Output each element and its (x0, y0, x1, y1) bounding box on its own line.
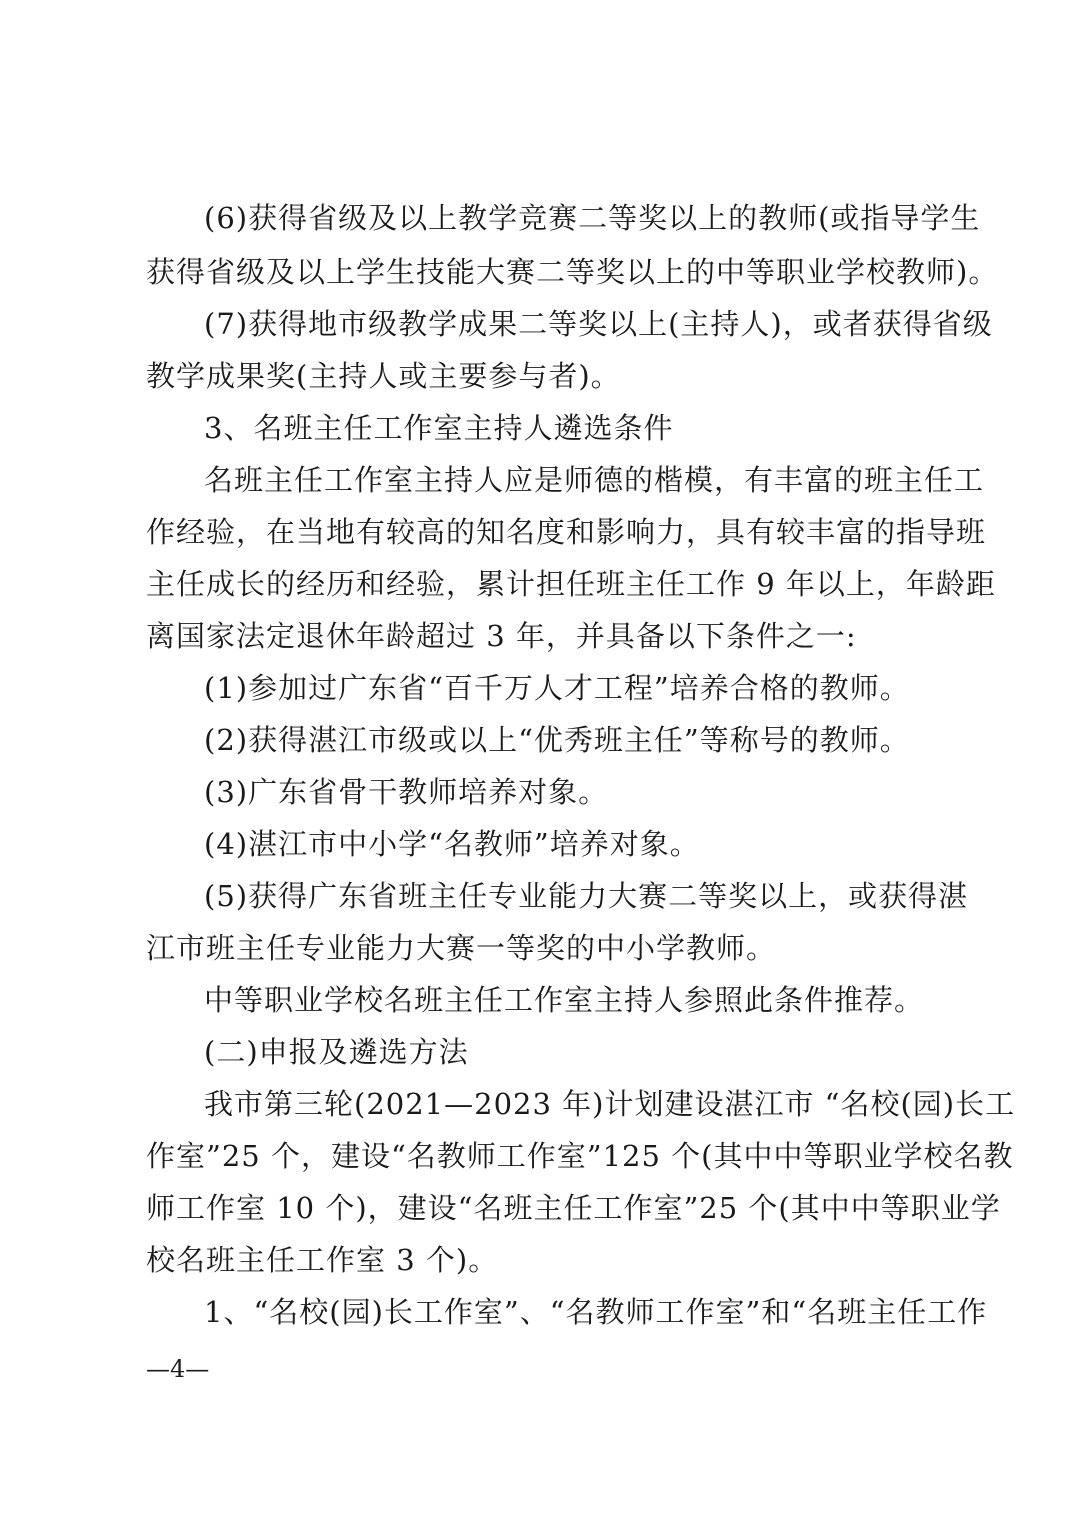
list-item: (5)获得广东省班主任专业能力大赛二等奖以上，或获得湛 (204, 879, 969, 913)
list-item: (1)参加过广东省“百千万人才工程”培养合格的教师。 (204, 671, 910, 705)
text-line: 作室”25 个，建设“名教师工作室”125 个(其中中等职业学校名教 (146, 1139, 1014, 1173)
page-number: —4— (146, 1355, 210, 1383)
text-line: 作经验，在当地有较高的知名度和影响力，具有较丰富的指导班 (146, 515, 987, 549)
text-line: 主任成长的经历和经验，累计担任班主任工作 9 年以上，年龄距 (146, 567, 996, 601)
section-heading: 3、名班主任工作室主持人遴选条件 (204, 411, 674, 445)
text-line: 江市班主任专业能力大赛一等奖的中小学教师。 (146, 931, 777, 965)
text-line: 1、“名校(园)长工作室”、“名教师工作室”和“名班主任工作 (204, 1295, 988, 1329)
section-heading: (二)申报及遴选方法 (204, 1035, 469, 1069)
text-line: (7)获得地市级教学成果二等奖以上(主持人)，或者获得省级 (204, 307, 993, 341)
text-line: 离国家法定退休年龄超过 3 年，并具备以下条件之一: (146, 619, 857, 653)
text-line: 我市第三轮(2021—2023 年)计划建设湛江市 “名校(园)长工 (204, 1087, 1016, 1121)
text-line: 教学成果奖(主持人或主要参与者)。 (146, 359, 621, 393)
text-line: (6)获得省级及以上教学竞赛二等奖以上的教师(或指导学生 (204, 201, 981, 235)
text-line: 中等职业学校名班主任工作室主持人参照此条件推荐。 (204, 983, 925, 1017)
list-item: (4)湛江市中小学“名教师”培养对象。 (204, 827, 700, 861)
text-line: 校名班主任工作室 3 个)。 (146, 1243, 499, 1277)
list-item: (2)获得湛江市级或以上“优秀班主任”等称号的教师。 (204, 723, 910, 757)
text-line: 名班主任工作室主持人应是师德的楷模，有丰富的班主任工 (204, 463, 985, 497)
text-line: 师工作室 10 个)，建设“名班主任工作室”25 个(其中中等职业学 (146, 1191, 1001, 1225)
list-item: (3)广东省骨干教师培养对象。 (204, 775, 609, 809)
text-line: 获得省级及以上学生技能大赛二等奖以上的中等职业学校教师)。 (146, 255, 999, 289)
